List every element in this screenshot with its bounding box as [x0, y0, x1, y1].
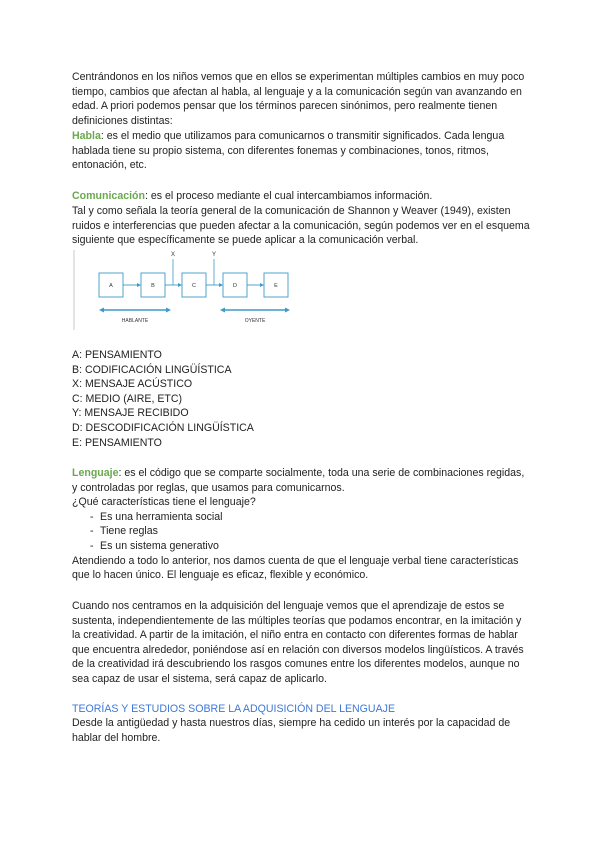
legend-item: Y: MENSAJE RECIBIDO: [72, 407, 189, 420]
box-b-label: B: [151, 283, 155, 289]
oyente-label: OYENTE: [244, 318, 266, 324]
comunicacion-term: Comunicación: [72, 190, 145, 202]
final-paragraph: Desde la antigüedad y hasta nuestros días, siempre ha cedido un interés por la capacidad de hablar del hombre.: [72, 717, 511, 744]
legend-item: C: MEDIO (AIRE, ETC): [72, 392, 183, 405]
intro-paragraph: Centrándonos en los niños vemos que en ellos se experimentan múltiples cambios en muy poco tiempo, cambios que afectan al habla, al lenguaje y a la comunicación según van avanzando en edad. A priori podemos pensar que los términos parecen sinónimos, pero realmente tienen definiciones distintas:: [72, 71, 525, 127]
diagram-legend: [72, 348, 532, 450]
box-letters: [109, 283, 278, 289]
lenguaje-text: : es el código que se comparte socialmente, toda una serie de combinaciones regidas, y controladas por reglas, que usamos para comunicarnos.: [72, 467, 525, 494]
legend-item: D: DESCODIFICACIÓN LINGÜÍSTICA: [72, 421, 254, 434]
habla-term: Habla: [72, 130, 101, 142]
comunicacion-text: : es el proceso mediante el cual intercambiamos información.: [145, 190, 433, 202]
box-a-label: A: [109, 283, 113, 289]
section-heading: TEORÍAS Y ESTUDIOS SOBRE LA ADQUISICIÓN DEL LENGUAJE: [72, 703, 396, 715]
lenguaje-conclusion: Atendiendo a todo lo anterior, nos damos cuenta de que el lenguaje verbal tiene características que lo hacen único. El lenguaje es eficaz, flexible y económico.: [72, 554, 519, 582]
dash-bullet: -: [90, 539, 94, 552]
box-d-label: D: [233, 283, 237, 289]
x-label: X: [170, 252, 176, 258]
shannon-weaver-paragraph: Tal y como señala la teoría general de la comunicación de Shannon y Weaver (1949), existen ruidos e interferencias que pueden afectar a la comunicación, según podemos ver en el esquema siguiente que específicamente se puede aplicar a la comunicación verbal.: [72, 205, 530, 247]
habla-definition: [72, 129, 532, 173]
list-item: - Es un sistema generativo: [90, 539, 219, 552]
legend-item: E: PENSAMIENTO: [72, 436, 162, 449]
lenguaje-definition: [72, 466, 532, 495]
list-item: - Tiene reglas: [90, 525, 158, 538]
legend-item: B: CODIFICACIÓN LINGÜÍSTICA: [72, 363, 232, 376]
box-e-label: E: [274, 283, 278, 289]
comunicacion-definition: [72, 189, 532, 204]
diagram-xy-markers: [173, 259, 214, 285]
communication-diagram: [72, 250, 312, 332]
dash-bullet: -: [90, 510, 94, 523]
diagram-span-arrows: [99, 308, 290, 313]
adquisicion-paragraph: Cuando nos centramos en la adquisición del lenguaje vemos que el aprendizaje de estos se sustenta, independientemente de las múltiples teorías que podamos encontrar, en la imitación y la creatividad. A partir de la imitación, el niño entra en contacto con diferentes formas de hablar que encuentra alrededor, poniéndose así en relación con diversos modelos lingüísticos. A través de la creatividad irá descubriendo los rasgos comunes entre los diferentes modelos, aunque no sea capaz de usar el sistema, será capaz de aplicarlo.: [72, 600, 524, 685]
lenguaje-term: Lenguaje: [72, 467, 119, 479]
y-label: Y: [211, 252, 217, 258]
box-c-label: C: [192, 283, 196, 289]
legend-item: A: PENSAMIENTO: [72, 349, 162, 361]
legend-item: X: MENSAJE ACÚSTICO: [72, 378, 193, 391]
habla-text: : es el medio que utilizamos para comunicarnos o transmitir significados. Cada lengua hablada tiene su propio sistema, con diferentes fonemas y combinaciones, tonos, ritmos, entonación, etc.: [72, 130, 505, 172]
lenguaje-question: ¿Qué características tiene el lenguaje?: [72, 496, 256, 509]
dash-bullet: -: [90, 525, 94, 538]
list-item: - Es una herramienta social: [90, 510, 223, 523]
lenguaje-section: [72, 466, 532, 583]
hablante-label: HABLANTE: [121, 318, 149, 324]
